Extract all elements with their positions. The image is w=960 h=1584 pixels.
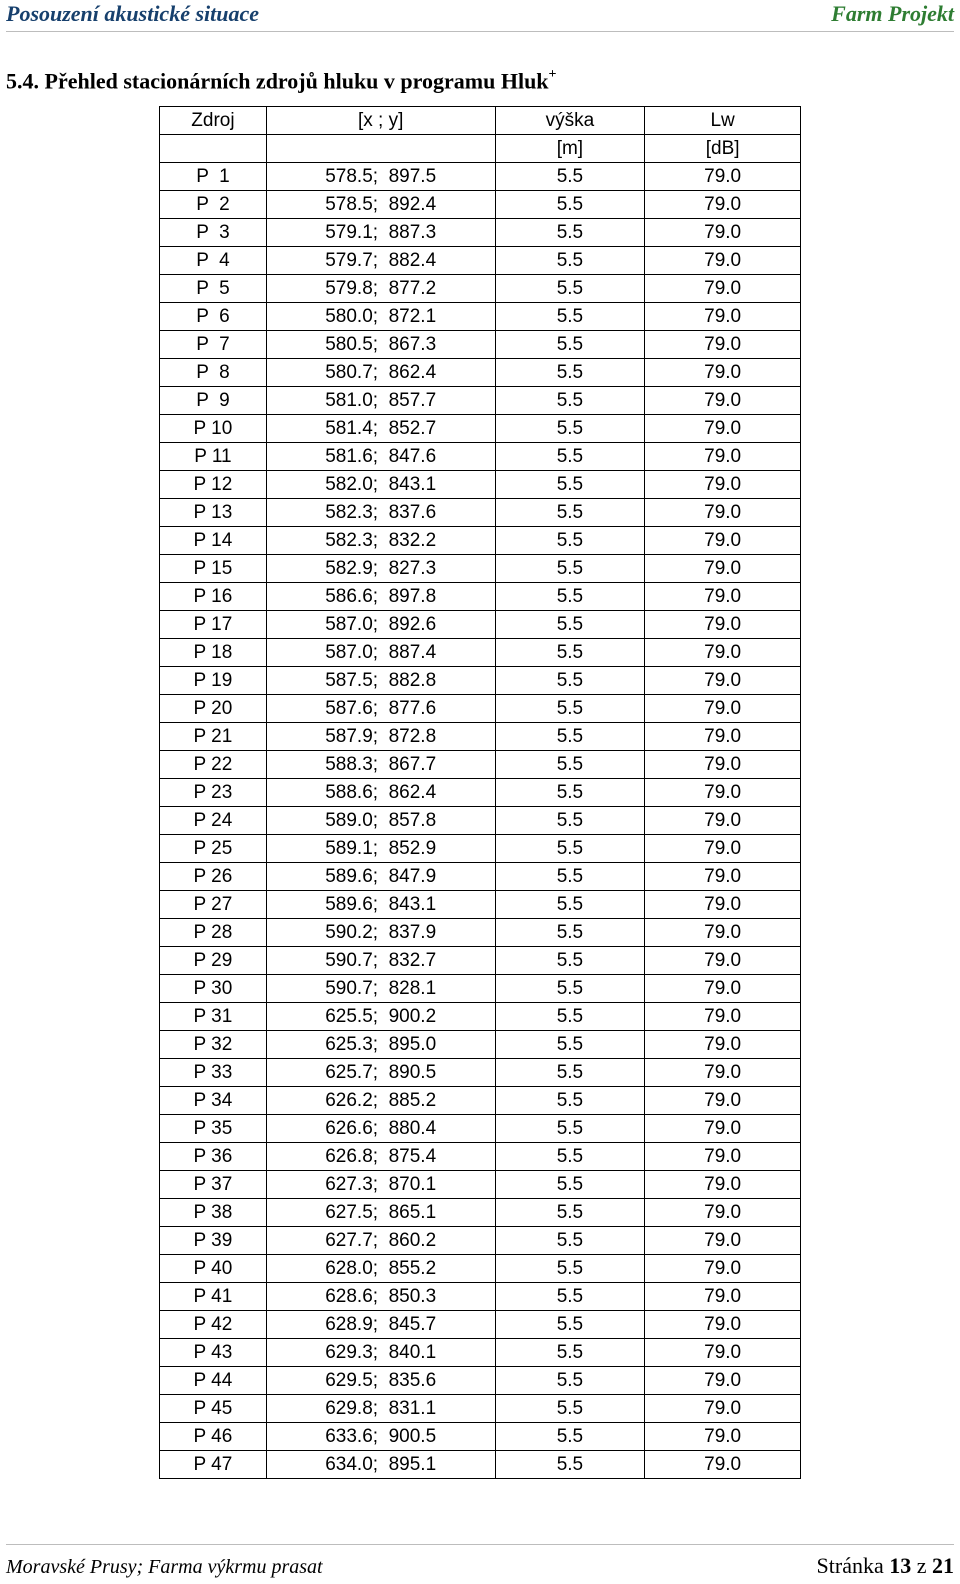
cell-source: P 22 [160, 751, 267, 779]
cell-source: P 21 [160, 723, 267, 751]
cell-lw: 79.0 [645, 443, 801, 471]
header-document-title: Posouzení akustické situace [6, 1, 260, 26]
cell-source: P 3 [160, 219, 267, 247]
cell-coordinates: 587.9; 872.8 [266, 723, 495, 751]
cell-coordinates: 633.6; 900.5 [266, 1423, 495, 1451]
cell-source: P 12 [160, 471, 267, 499]
table-row [160, 919, 801, 947]
header-divider [6, 31, 954, 32]
table-row [160, 947, 801, 975]
cell-coordinates: 578.5; 897.5 [266, 163, 495, 191]
cell-height: 5.5 [495, 1367, 645, 1395]
cell-coordinates: 587.0; 892.6 [266, 611, 495, 639]
cell-lw: 79.0 [645, 1031, 801, 1059]
table-row [160, 639, 801, 667]
cell-coordinates: 589.0; 857.8 [266, 807, 495, 835]
cell-lw: 79.0 [645, 751, 801, 779]
cell-height: 5.5 [495, 611, 645, 639]
cell-coordinates: 590.7; 832.7 [266, 947, 495, 975]
cell-coordinates: 625.5; 900.2 [266, 1003, 495, 1031]
cell-coordinates: 582.3; 837.6 [266, 499, 495, 527]
column-header-source: Zdroj [160, 107, 267, 135]
cell-lw: 79.0 [645, 583, 801, 611]
cell-lw: 79.0 [645, 359, 801, 387]
cell-lw: 79.0 [645, 1255, 801, 1283]
cell-source: P 39 [160, 1227, 267, 1255]
cell-height: 5.5 [495, 1143, 645, 1171]
cell-coordinates: 579.7; 882.4 [266, 247, 495, 275]
cell-height: 5.5 [495, 191, 645, 219]
cell-height: 5.5 [495, 1115, 645, 1143]
cell-lw: 79.0 [645, 499, 801, 527]
cell-source: P 1 [160, 163, 267, 191]
table-row [160, 359, 801, 387]
cell-height: 5.5 [495, 331, 645, 359]
cell-lw: 79.0 [645, 807, 801, 835]
cell-source: P 15 [160, 555, 267, 583]
cell-source: P 42 [160, 1311, 267, 1339]
cell-lw: 79.0 [645, 219, 801, 247]
table-row [160, 1171, 801, 1199]
cell-lw: 79.0 [645, 1199, 801, 1227]
table-row [160, 1199, 801, 1227]
cell-coordinates: 582.9; 827.3 [266, 555, 495, 583]
cell-height: 5.5 [495, 779, 645, 807]
table-row [160, 275, 801, 303]
cell-lw: 79.0 [645, 919, 801, 947]
table-row [160, 667, 801, 695]
table-row [160, 751, 801, 779]
cell-lw: 79.0 [645, 975, 801, 1003]
table-row [160, 835, 801, 863]
table-row [160, 1227, 801, 1255]
cell-lw: 79.0 [645, 275, 801, 303]
cell-lw: 79.0 [645, 303, 801, 331]
cell-lw: 79.0 [645, 247, 801, 275]
cell-height: 5.5 [495, 219, 645, 247]
cell-coordinates: 625.3; 895.0 [266, 1031, 495, 1059]
cell-source: P 34 [160, 1087, 267, 1115]
table-row [160, 1059, 801, 1087]
cell-source: P 33 [160, 1059, 267, 1087]
footer-divider [6, 1544, 954, 1545]
cell-coordinates: 581.0; 857.7 [266, 387, 495, 415]
cell-source: P 26 [160, 863, 267, 891]
cell-lw: 79.0 [645, 527, 801, 555]
cell-coordinates: 629.8; 831.1 [266, 1395, 495, 1423]
cell-coordinates: 589.1; 852.9 [266, 835, 495, 863]
cell-lw: 79.0 [645, 1339, 801, 1367]
cell-lw: 79.0 [645, 779, 801, 807]
table-row [160, 219, 801, 247]
cell-height: 5.5 [495, 1003, 645, 1031]
cell-source: P 13 [160, 499, 267, 527]
cell-height: 5.5 [495, 359, 645, 387]
cell-coordinates: 588.3; 867.7 [266, 751, 495, 779]
cell-source: P 30 [160, 975, 267, 1003]
page-word: Stránka [816, 1553, 884, 1578]
cell-lw: 79.0 [645, 1367, 801, 1395]
cell-source: P 32 [160, 1031, 267, 1059]
header-company-name: Farm Projekt [831, 1, 954, 26]
cell-source: P 41 [160, 1283, 267, 1311]
table-row [160, 1283, 801, 1311]
table-row [160, 303, 801, 331]
table-row [160, 415, 801, 443]
cell-lw: 79.0 [645, 835, 801, 863]
cell-lw: 79.0 [645, 415, 801, 443]
cell-coordinates: 587.0; 887.4 [266, 639, 495, 667]
cell-coordinates: 628.9; 845.7 [266, 1311, 495, 1339]
cell-coordinates: 626.8; 875.4 [266, 1143, 495, 1171]
cell-height: 5.5 [495, 891, 645, 919]
cell-lw: 79.0 [645, 471, 801, 499]
cell-lw: 79.0 [645, 1311, 801, 1339]
table-row [160, 1311, 801, 1339]
cell-source: P 5 [160, 275, 267, 303]
cell-height: 5.5 [495, 303, 645, 331]
cell-height: 5.5 [495, 1227, 645, 1255]
cell-coordinates: 582.0; 843.1 [266, 471, 495, 499]
cell-lw: 79.0 [645, 163, 801, 191]
noise-sources-table [159, 106, 801, 1479]
cell-source: P 7 [160, 331, 267, 359]
table-row [160, 891, 801, 919]
table-row [160, 863, 801, 891]
table-row [160, 1087, 801, 1115]
cell-height: 5.5 [495, 947, 645, 975]
cell-height: 5.5 [495, 835, 645, 863]
page-footer [6, 1544, 954, 1584]
cell-height: 5.5 [495, 723, 645, 751]
cell-coordinates: 634.0; 895.1 [266, 1451, 495, 1479]
cell-lw: 79.0 [645, 1087, 801, 1115]
section-title-superscript: + [548, 67, 557, 82]
cell-lw: 79.0 [645, 1143, 801, 1171]
cell-lw: 79.0 [645, 1451, 801, 1479]
table-row [160, 1367, 801, 1395]
cell-lw: 79.0 [645, 611, 801, 639]
cell-height: 5.5 [495, 1339, 645, 1367]
cell-source: P 16 [160, 583, 267, 611]
cell-lw: 79.0 [645, 331, 801, 359]
cell-source: P 29 [160, 947, 267, 975]
table-row [160, 555, 801, 583]
table-row [160, 527, 801, 555]
table-row [160, 1031, 801, 1059]
cell-height: 5.5 [495, 387, 645, 415]
cell-source: P 28 [160, 919, 267, 947]
table-row [160, 247, 801, 275]
cell-height: 5.5 [495, 1395, 645, 1423]
cell-lw: 79.0 [645, 1227, 801, 1255]
cell-height: 5.5 [495, 975, 645, 1003]
cell-height: 5.5 [495, 163, 645, 191]
cell-height: 5.5 [495, 1451, 645, 1479]
cell-height: 5.5 [495, 639, 645, 667]
table-row [160, 499, 801, 527]
cell-height: 5.5 [495, 1283, 645, 1311]
cell-coordinates: 627.7; 860.2 [266, 1227, 495, 1255]
page-header [6, 0, 954, 30]
cell-source: P 9 [160, 387, 267, 415]
cell-source: P 8 [160, 359, 267, 387]
page-of: z [916, 1553, 927, 1578]
cell-height: 5.5 [495, 863, 645, 891]
cell-lw: 79.0 [645, 555, 801, 583]
page-current: 13 [889, 1553, 912, 1578]
table-header-row [160, 107, 801, 135]
cell-height: 5.5 [495, 919, 645, 947]
cell-source: P 4 [160, 247, 267, 275]
cell-height: 5.5 [495, 1171, 645, 1199]
cell-coordinates: 578.5; 892.4 [266, 191, 495, 219]
table-row [160, 779, 801, 807]
unit-source [160, 135, 267, 163]
cell-height: 5.5 [495, 1423, 645, 1451]
table-row [160, 723, 801, 751]
cell-lw: 79.0 [645, 387, 801, 415]
cell-source: P 27 [160, 891, 267, 919]
cell-lw: 79.0 [645, 723, 801, 751]
cell-lw: 79.0 [645, 1059, 801, 1087]
cell-coordinates: 586.6; 897.8 [266, 583, 495, 611]
cell-coordinates: 581.6; 847.6 [266, 443, 495, 471]
table-row [160, 471, 801, 499]
footer-project-name: Moravské Prusy; Farma výkrmu prasat [6, 1556, 323, 1578]
cell-coordinates: 580.7; 862.4 [266, 359, 495, 387]
table-body [160, 163, 801, 1479]
cell-lw: 79.0 [645, 1003, 801, 1031]
cell-height: 5.5 [495, 247, 645, 275]
column-header-coordinates: [x ; y] [266, 107, 495, 135]
table-row [160, 583, 801, 611]
cell-coordinates: 628.6; 850.3 [266, 1283, 495, 1311]
cell-coordinates: 589.6; 847.9 [266, 863, 495, 891]
cell-coordinates: 589.6; 843.1 [266, 891, 495, 919]
section-title-text: 5.4. Přehled stacionárních zdrojů hluku v programu Hluk [6, 68, 549, 94]
cell-height: 5.5 [495, 275, 645, 303]
cell-coordinates: 582.3; 832.2 [266, 527, 495, 555]
cell-lw: 79.0 [645, 667, 801, 695]
cell-lw: 79.0 [645, 863, 801, 891]
cell-height: 5.5 [495, 751, 645, 779]
column-header-height: výška [495, 107, 645, 135]
unit-lw: [dB] [645, 135, 801, 163]
cell-height: 5.5 [495, 527, 645, 555]
cell-lw: 79.0 [645, 947, 801, 975]
table-row [160, 1451, 801, 1479]
cell-source: P 20 [160, 695, 267, 723]
page-total: 21 [932, 1553, 954, 1578]
table-row [160, 387, 801, 415]
cell-height: 5.5 [495, 499, 645, 527]
section-title [6, 62, 557, 96]
table-row [160, 191, 801, 219]
cell-lw: 79.0 [645, 695, 801, 723]
cell-height: 5.5 [495, 1031, 645, 1059]
cell-lw: 79.0 [645, 1395, 801, 1423]
cell-height: 5.5 [495, 667, 645, 695]
table-row [160, 1423, 801, 1451]
cell-source: P 11 [160, 443, 267, 471]
cell-height: 5.5 [495, 807, 645, 835]
cell-source: P 10 [160, 415, 267, 443]
table-row [160, 443, 801, 471]
cell-height: 5.5 [495, 415, 645, 443]
cell-height: 5.5 [495, 1255, 645, 1283]
table-row [160, 975, 801, 1003]
table-row [160, 695, 801, 723]
cell-lw: 79.0 [645, 1115, 801, 1143]
table-row [160, 1395, 801, 1423]
cell-source: P 31 [160, 1003, 267, 1031]
cell-coordinates: 627.3; 870.1 [266, 1171, 495, 1199]
cell-source: P 24 [160, 807, 267, 835]
cell-source: P 14 [160, 527, 267, 555]
cell-height: 5.5 [495, 443, 645, 471]
cell-source: P 17 [160, 611, 267, 639]
cell-coordinates: 580.5; 867.3 [266, 331, 495, 359]
cell-coordinates: 581.4; 852.7 [266, 415, 495, 443]
cell-coordinates: 629.5; 835.6 [266, 1367, 495, 1395]
unit-coordinates [266, 135, 495, 163]
cell-source: P 23 [160, 779, 267, 807]
cell-lw: 79.0 [645, 891, 801, 919]
table-row [160, 1255, 801, 1283]
cell-source: P 40 [160, 1255, 267, 1283]
cell-source: P 38 [160, 1199, 267, 1227]
cell-source: P 19 [160, 667, 267, 695]
cell-coordinates: 626.2; 885.2 [266, 1087, 495, 1115]
cell-coordinates: 580.0; 872.1 [266, 303, 495, 331]
cell-source: P 45 [160, 1395, 267, 1423]
cell-height: 5.5 [495, 1087, 645, 1115]
table-row [160, 1003, 801, 1031]
cell-source: P 36 [160, 1143, 267, 1171]
cell-source: P 6 [160, 303, 267, 331]
table-row [160, 807, 801, 835]
cell-coordinates: 579.8; 877.2 [266, 275, 495, 303]
column-header-lw: Lw [645, 107, 801, 135]
cell-lw: 79.0 [645, 639, 801, 667]
cell-height: 5.5 [495, 583, 645, 611]
cell-height: 5.5 [495, 1311, 645, 1339]
table-row [160, 1339, 801, 1367]
cell-coordinates: 587.6; 877.6 [266, 695, 495, 723]
table-row [160, 611, 801, 639]
cell-lw: 79.0 [645, 1171, 801, 1199]
table-row [160, 331, 801, 359]
cell-lw: 79.0 [645, 191, 801, 219]
cell-source: P 43 [160, 1339, 267, 1367]
cell-coordinates: 587.5; 882.8 [266, 667, 495, 695]
cell-source: P 2 [160, 191, 267, 219]
cell-lw: 79.0 [645, 1423, 801, 1451]
table-units-row [160, 135, 801, 163]
table-row [160, 1115, 801, 1143]
cell-height: 5.5 [495, 471, 645, 499]
cell-coordinates: 625.7; 890.5 [266, 1059, 495, 1087]
cell-source: P 47 [160, 1451, 267, 1479]
cell-source: P 35 [160, 1115, 267, 1143]
cell-source: P 44 [160, 1367, 267, 1395]
cell-coordinates: 627.5; 865.1 [266, 1199, 495, 1227]
page-number [817, 1552, 954, 1580]
cell-coordinates: 628.0; 855.2 [266, 1255, 495, 1283]
table-row [160, 163, 801, 191]
cell-coordinates: 626.6; 880.4 [266, 1115, 495, 1143]
cell-height: 5.5 [495, 1199, 645, 1227]
cell-source: P 18 [160, 639, 267, 667]
cell-coordinates: 588.6; 862.4 [266, 779, 495, 807]
cell-height: 5.5 [495, 695, 645, 723]
cell-coordinates: 590.7; 828.1 [266, 975, 495, 1003]
cell-height: 5.5 [495, 555, 645, 583]
unit-height: [m] [495, 135, 645, 163]
cell-coordinates: 590.2; 837.9 [266, 919, 495, 947]
cell-source: P 25 [160, 835, 267, 863]
cell-source: P 46 [160, 1423, 267, 1451]
cell-coordinates: 579.1; 887.3 [266, 219, 495, 247]
cell-lw: 79.0 [645, 1283, 801, 1311]
cell-source: P 37 [160, 1171, 267, 1199]
cell-height: 5.5 [495, 1059, 645, 1087]
table-row [160, 1143, 801, 1171]
cell-coordinates: 629.3; 840.1 [266, 1339, 495, 1367]
